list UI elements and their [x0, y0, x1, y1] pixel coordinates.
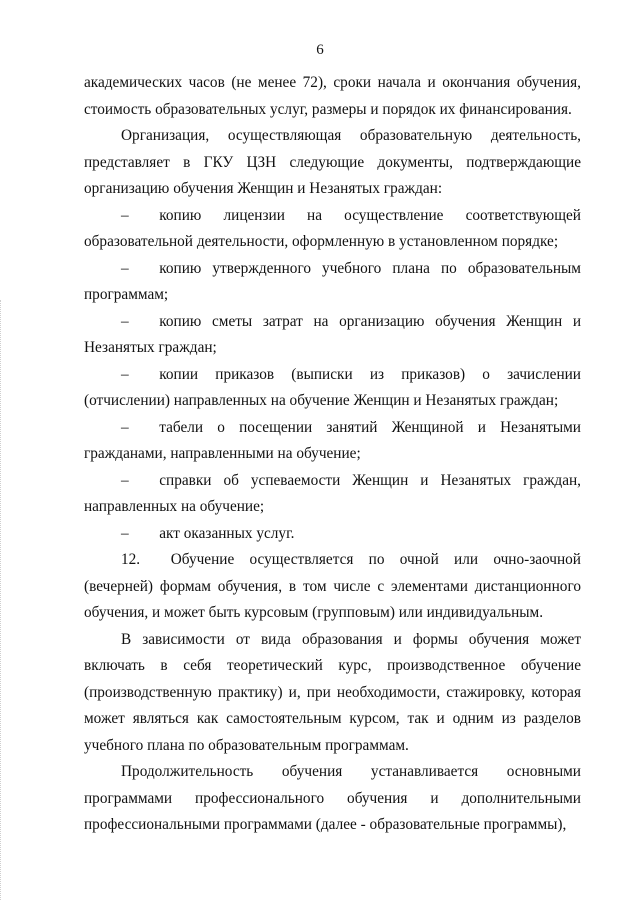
page-number: 6: [316, 42, 324, 58]
paragraph-organization-documents: Организация, осуществляющая образовательную деятельность, представляет в ГКУ ЦЗН следующие документы, подтверждающие организацию обучения Женщин и Незанятых граждан:: [84, 127, 581, 197]
list-item-attendance-sheets: – табели о посещении занятий Женщиной и Незанятыми гражданами, направленными на обучение;: [84, 418, 581, 462]
list-item-enrollment-orders: – копии приказов (выписки из приказов) о зачислении (отчислении) направленных на обучение Женщин и Незанятых граждан;: [84, 365, 581, 409]
paragraph-duration: Продолжительность обучения устанавливается основными программами профессионального обучения и дополнительными профессиональными программами (далее - образовательные программы),: [84, 763, 581, 833]
paragraph-education-forms: В зависимости от вида образования и формы обучения может включать в себя теоретический курс, производственное обучение (производственную практику) и, при необходимости, стажировку, которая может являться как самостоятельным курсом, так и одним из разделов учебного плана по образовательным программам.: [84, 630, 581, 754]
list-item-license-copy: – копию лицензии на осуществление соответствующей образовательной деятельности, оформленную в установленном порядке;: [84, 206, 581, 250]
paragraph-continuation: академических часов (не менее 72), сроки начала и окончания обучения, стоимость образовательных услуг, размеры и порядок их финансирования.: [84, 74, 581, 118]
list-item-services-act: – акт оказанных услуг.: [121, 524, 295, 542]
document-body: [84, 70, 581, 839]
list-item-curriculum-copy: – копию утвержденного учебного плана по образовательным программам;: [84, 259, 581, 303]
page-edge-mark: [0, 300, 3, 900]
paragraph-section-12: 12. Обучение осуществляется по очной или очно-заочной (вечерней) формам обучения, в том числе с элементами дистанционного обучения, и может быть курсовым (групповым) или индивидуальным.: [84, 551, 581, 621]
list-item-cost-estimate-copy: – копию сметы затрат на организацию обучения Женщин и Незанятых граждан;: [84, 312, 581, 356]
list-item-progress-certificates: – справки об успеваемости Женщин и Незанятых граждан, направленных на обучение;: [84, 471, 581, 515]
